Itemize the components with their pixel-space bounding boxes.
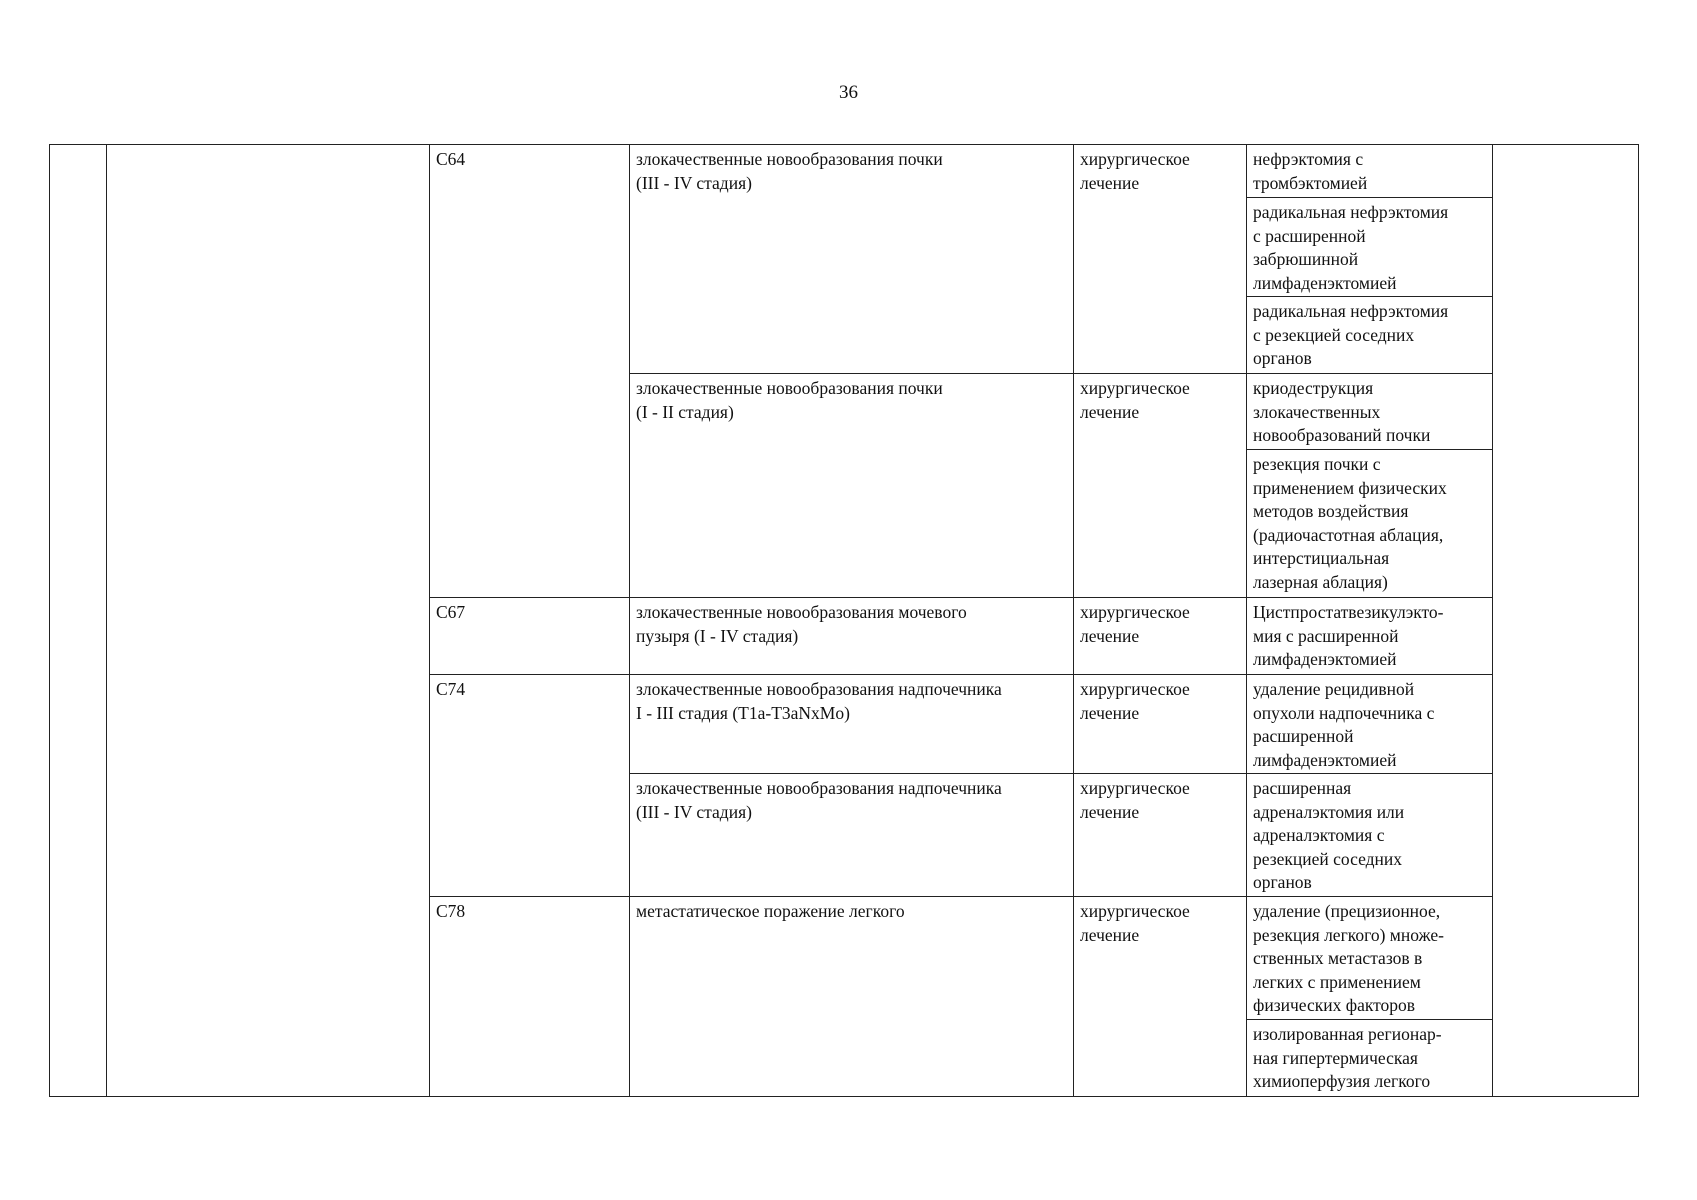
diagnosis-cell: злокачественные новообразования почки (III - IV стадия) [630,145,1074,374]
diagnosis-cell: злокачественные новообразования мочевого пузыря (I - IV стадия) [630,598,1074,675]
diagnosis-cell: злокачественные новообразования почки (I - II стадия) [630,374,1074,598]
treatment-type-cell: хирургическое лечение [1074,374,1247,598]
icd-code-cell: C67 [430,598,630,675]
page-number: 36 [839,82,858,103]
cost-cell [1493,145,1639,1097]
treatment-method-cell: удаление (прецизионное, резекция легкого) множе- ственных метастазов в легких с применением физических факторов [1247,897,1493,1020]
treatment-type-cell: хирургическое лечение [1074,675,1247,774]
diagnosis-cell: метастатическое поражение легкого [630,897,1074,1097]
treatment-type-cell: хирургическое лечение [1074,598,1247,675]
treatment-method-cell: изолированная регионар- ная гипертермическая химиоперфузия легкого [1247,1020,1493,1097]
treatment-method-cell: Цистпростатвезикулэкто- мия с расширенной лимфаденэктомией [1247,598,1493,675]
treatment-method-cell: расширенная адреналэктомия или адреналэктомия с резекцией соседних органов [1247,774,1493,897]
table-row [50,145,1639,198]
icd-code-cell: C78 [430,897,630,1097]
icd-code-cell: C64 [430,145,630,598]
number-cell [50,145,107,1097]
procedures-table [49,144,1639,1097]
treatment-method-cell: радикальная нефрэктомия с расширенной забрюшинной лимфаденэктомией [1247,198,1493,297]
treatment-method-cell: радикальная нефрэктомия с резекцией соседних органов [1247,297,1493,374]
treatment-method-cell: удаление рецидивной опухоли надпочечника с расширенной лимфаденэктомией [1247,675,1493,774]
treatment-type-cell: хирургическое лечение [1074,145,1247,374]
treatment-type-cell: хирургическое лечение [1074,774,1247,897]
diagnosis-cell: злокачественные новообразования надпочечника I - III стадия (T1a-T3aNxMo) [630,675,1074,774]
diagnosis-cell: злокачественные новообразования надпочечника (III - IV стадия) [630,774,1074,897]
treatment-method-cell: резекция почки с применением физических методов воздействия (радиочастотная аблация, интерстициальная лазерная аблация) [1247,450,1493,598]
group-name-cell [107,145,430,1097]
treatment-type-cell: хирургическое лечение [1074,897,1247,1097]
treatment-method-cell: криодеструкция злокачественных новообразований почки [1247,374,1493,450]
icd-code-cell: C74 [430,675,630,897]
treatment-method-cell: нефрэктомия с тромбэктомией [1247,145,1493,198]
